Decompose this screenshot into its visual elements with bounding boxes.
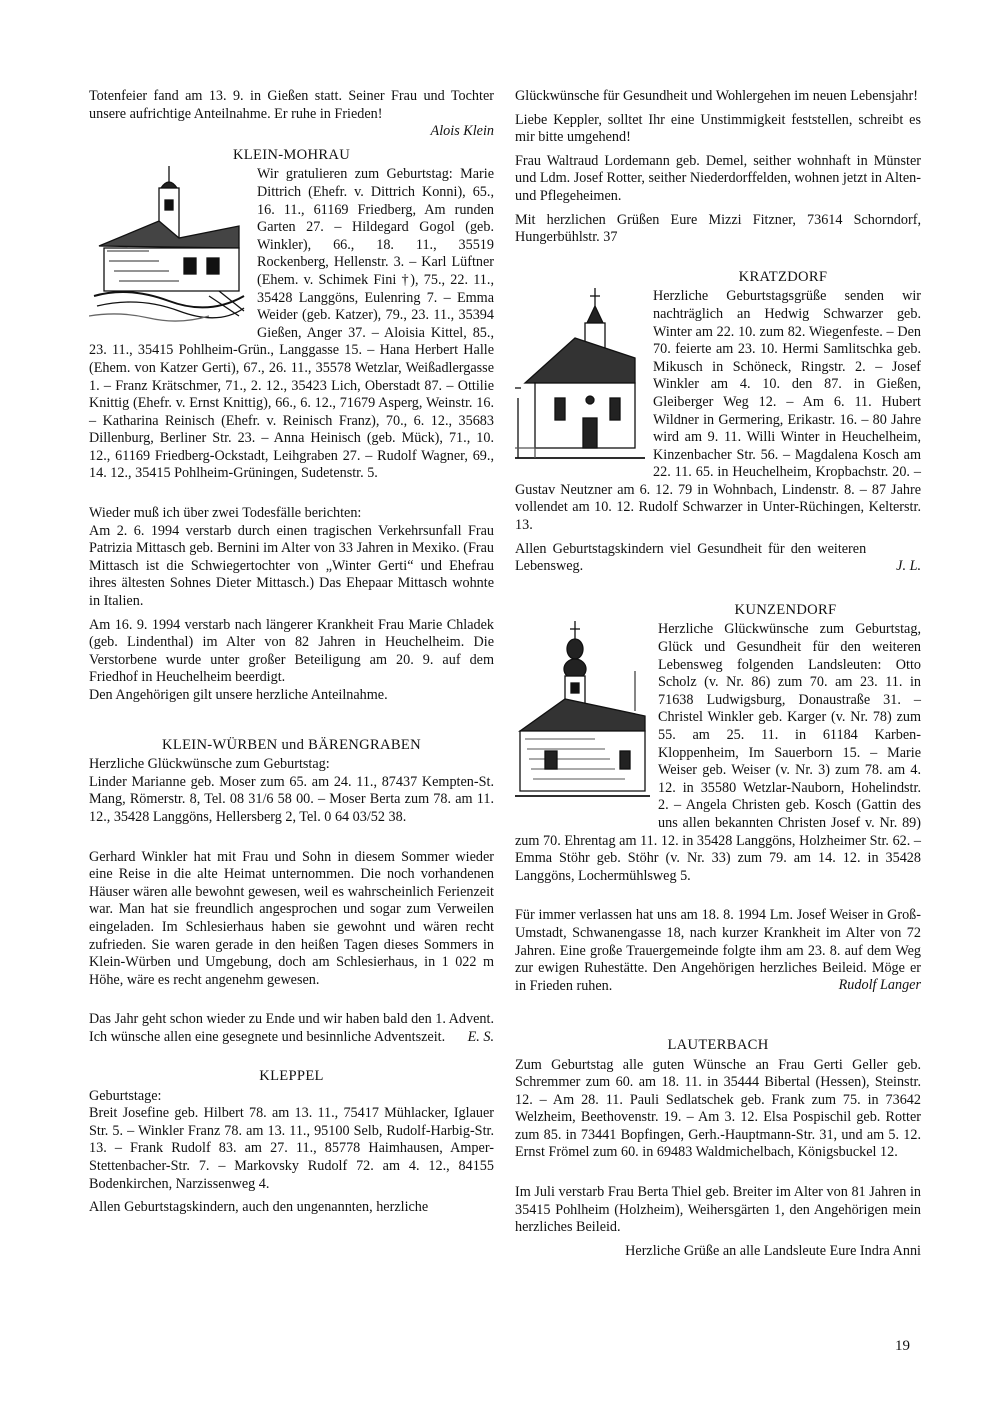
kleppel-correction-note: Liebe Keppler, solltet Ihr eine Unstimmigkeit feststellen, schreibt es mir bitte umgehend! <box>515 111 921 146</box>
kleppel-care-home-note: Frau Waltraud Lordemann geb. Demel, seither wohnhaft in Münster und Ldm. Josef Rotter, seither Niederdorffelden, wohnen jetzt in Alten- und Pflegeheimen. <box>515 152 921 204</box>
kleppel-greeting: Mit herzlichen Grüßen Eure Mizzi Fitzner, 73614 Schorndorf, Hungerbühlstr. 37 <box>515 211 921 246</box>
heading-kunzendorf: KUNZENDORF <box>734 601 837 618</box>
klein-mohrau-condolence: Den Angehörigen gilt unsere herzliche Anteilnahme. <box>89 687 388 703</box>
heading-kratzdorf: KRATZDORF <box>738 268 828 285</box>
heading-kleppel: KLEPPEL <box>259 1068 324 1085</box>
kunzendorf-birthdays: Herzliche Glückwünsche zum Geburtstag, Glück und Gesundheit für den weiteren Lebensweg folgenden Landsleuten: Otto Scholz (v. Nr. 86) zum 70. am 23. 11. in 71638 Ludwigsburg, Donaustraße 31. – Christel Winkler geb. Karger (v. Nr. 78) zum 55. am 25. 11. in 61184 Karben-Kloppenheim, Im Sauerborn 15. – Marie Weiser geb. Weiser (v. Nr. 3) zum 78. am 4. 12. in 35580 Wetzlar-Nauborn, Hohelindstr. 2. – Angela Christen geb. Kosch (Gattin des uns allen bekannten Christen Josef v. Nr. 89) zum 70. Ehrentag am 11. 12. in 35428 Langgöns, Holzheimer Str. 62. – Emma Stöhr geb. Stöhr (v. Nr. 33) zum 79. am 14. 12. in 35428 Langgöns, Lochermühlsweg 5. <box>515 621 921 884</box>
kleppel-birthdays-label: Geburtstage: <box>89 1087 162 1104</box>
klein-wuerben-birthdays: Linder Marianne geb. Moser zum 65. am 24. 11., 87437 Kempten-St. Mang, Römerstr. 8, Tel. 08 31/6 58 00. – Moser Berta zum 78. am 11. 12., 35428 Langgöns, Hellersberg 2, Tel. 0 64 03/52 38. <box>89 773 494 825</box>
church-illustration-kunzendorf <box>515 621 650 821</box>
kratzdorf-wishes: Allen Geburtstagskindern viel Gesundheit für den weiteren Lebensweg. <box>515 540 867 575</box>
heading-klein-wuerben: KLEIN-WÜRBEN und BÄRENGRABEN <box>162 736 421 753</box>
kratzdorf-birthdays: Herzliche Geburtstagsgrüße senden wir nachträglich an Hedwig Schwarzer geb. Winter am 22. 10. zum 82. Wiegenfeste. – Den 70. feierte am 23. 10. Hermi Samlitschka geb. Mikusch in Schöneck, Ringstr. 2. – Josef Winkler am 4. 10. den 87. in Gießen, Gleiberger Weg 12. – Am 6. 11. Hubert Wildner in Germering, Erikastr. 16. – 80 Jahre wird am 9. 11. Willi Winter in Heuchelheim, Kinzenbacher Str. 56. – Magdalena Kosch am 22. 11. 65. in Heuchelheim, Kropbachstr. 20. – Gustav Neutzner am 6. 12. 79 in Wohnbach, Lindenstr. 8. – 87 Jahre vollendet am 10. 12. Rudolf Schwarzer in Unter-Rüchingen, Kelterstr. 13. <box>515 288 921 534</box>
kratzdorf-signature: J. L. <box>896 558 921 575</box>
right-column <box>515 88 921 1266</box>
lauterbach-greeting: Herzliche Grüße an alle Landsleute Eure Indra Anni <box>625 1242 921 1259</box>
klein-wuerben-advent: Das Jahr geht schon wieder zu Ende und wir haben bald den 1. Advent. Ich wünsche allen eine gesegnete und besinnliche Adventszeit. <box>89 1011 494 1045</box>
kleppel-wishes: Allen Geburtstagskindern, auch den ungenannten, herzliche <box>89 1199 429 1216</box>
kleppel-birthdays: Breit Josefine geb. Hilbert 78. am 13. 11., 75417 Mühlacker, Iglauer Str. 5. – Winkler Franz 78. am 13. 11., 95100 Selb, Rudolf-Harbig-Str. 13. – Frank Rudolf 83. am 27. 11., 85778 Haimhausen, Amper-Stettenbacher-Str. 7. – Markovsky Rudolf 72. am 4. 12., 84155 Bodenkirchen, Narzissenweg 4. <box>89 1105 494 1192</box>
klein-mohrau-death-2: Am 16. 9. 1994 verstarb nach längerer Krankheit Frau Marie Chladek (geb. Lindenthal) im Alter von 82 Jahren in Heuchelheim. Die Verstorbene wurde unter großer Beteiligung am 20. 9. auf dem Friedhof in Heuchelheim beerdigt. <box>89 616 494 686</box>
heading-klein-mohrau: KLEIN-MOHRAU <box>232 146 351 163</box>
kratzdorf-closing <box>515 541 921 576</box>
kunzendorf-signature: Rudolf Langer <box>838 977 921 994</box>
klein-wuerben-signature: E. S. <box>467 1028 494 1045</box>
lauterbach-obituary: Im Juli verstarb Frau Berta Thiel geb. Breiter im Alter von 81 Jahren in 35415 Pohlheim (Holzheim), Weihersgärten 1, den Angehörigen mein herzliches Beileid. <box>515 1184 921 1236</box>
lauterbach-birthdays: Zum Geburtstag alle guten Wünsche an Frau Gerti Geller geb. Schremmer zum 60. am 18. 11. in 35444 Bibertal (Hessen), Steinstr. 12. – Am 28. 11. Pauli Sedlatschek geb. Frank zum 75. in 73642 Welzheim, Beethovenstr. 19. – Am 3. 12. Elsa Pospischil geb. Rotter zum 85. in 73441 Bopfingen, Gerh.-Hauptmann-Str. 31, und am 5. 12. Ernst Frömel zum 60. in 69483 Waldmichelbach, Königsbuckel 12. <box>515 1056 921 1161</box>
kleppel-wishes-continued: Glückwünsche für Gesundheit und Wohlergehen im neuen Lebensjahr! <box>515 88 918 104</box>
church-illustration-klein-mohrau <box>89 166 249 326</box>
kunzendorf-obituary: Für immer verlassen hat uns am 18. 8. 1994 Lm. Josef Weiser in Groß-Umstadt, Schwanengasse 18, nach kurzer Krankheit im Alter von 72 Jahren. Eine große Trauergemeinde folgte ihm am 23. 8. auf dem Weg zur ewigen Ruhestätte. Den Angehörigen herzliches Beileid. Möge er in Frieden ruhen. <box>515 907 921 994</box>
heading-lauterbach: LAUTERBACH <box>667 1036 769 1053</box>
klein-mohrau-death-1: Am 2. 6. 1994 verstarb durch einen tragischen Verkehrsunfall Frau Patrizia Mittasch geb. Bernini im Alter von 33 Jahren in Mexiko. (Frau Mittasch ist die Schwiegertochter von „Winter Gerti“ und Ehefrau ihres ältesten Sohnes Dieter Mittasch.) Das Ehepaar Mittasch wohnte in Italien. <box>89 522 494 610</box>
klein-mohrau-birthdays: Wir gratulieren zum Geburtstag: Marie Dittrich (Ehefr. v. Dittrich Konni), 65., 16. 11., 61169 Friedberg, Am runden Garten 27. – Hildegard Gogol (geb. Winkler), 66., 18. 11., 35519 Rockenberg, Hellenstr. 3. – Karl Lüftner (Ehem. v. Schimek Fini †), 75., 22. 11., 35428 Langgöns, Eulenring 7. – Emma Weider (geb. Katzer), 79., 23. 11., 35394 Gießen, Anger 37. – Aloisia Kittel, 85., 23. 11., 35415 Pohlheim-Grün., Langgasse 15. – Hana Herbert Halle (Ehem. von Katzer Gerti), 67., 26. 11., 35578 Wetzlar, Weißadlergasse 1. – Franz Krätschmer, 71., 2. 12., 35423 Lich, Oberstadt 87. – Ottilie Knittig (Ehefr. v. Ernst Knittig), 66., 6. 12., 71679 Asperg, Weinstr. 16. – Katharina Reinisch (Ehefr. v. Reinisch Franz), 70., 6. 12., 35683 Dillenburg, Berliner Str. 23. – Anna Heinisch (geb. Mück), 71., 10. 12., 61169 Friedberg-Ockstadt, Leihgraben 27. – Rudolf Wagner, 69., 14. 12., 35415 Pohlheim-Grüningen, Sudetenstr. 5. <box>89 166 494 482</box>
page-number: 19 <box>895 1338 910 1354</box>
left-column <box>89 88 494 1223</box>
intro-text: Totenfeier fand am 13. 9. in Gießen statt. Seiner Frau und Tochter unsere aufrichtige Anteilnahme. Er ruhe in Frieden! <box>89 88 494 122</box>
intro-signature: Alois Klein <box>430 123 494 140</box>
klein-wuerben-intro: Herzliche Glückwünsche zum Geburtstag: <box>89 756 330 773</box>
church-illustration-kratzdorf <box>515 288 645 468</box>
klein-wuerben-travel-report: Gerhard Winkler hat mit Frau und Sohn in diesem Sommer wieder eine Reise in die alte Heimat unternommen. Die noch vorhandenen Häuser wären alle bewohnt gewesen, weil es wahrscheinlich Ferienzeit war. Man hat sie freundlich angesprochen und sogar zum Verweilen eingeladen. Im Schlesierhaus haben sie gewohnt und wären recht zufrieden. Sie waren gerade in den heißen Tagen dieses Sommers in Klein-Würben und Umgebung, doch am Schlesierhaus, in 1 022 m Höhe, wäre es recht angenehm gewesen. <box>89 848 494 988</box>
klein-mohrau-deaths-intro: Wieder muß ich über zwei Todesfälle berichten: <box>89 505 362 522</box>
